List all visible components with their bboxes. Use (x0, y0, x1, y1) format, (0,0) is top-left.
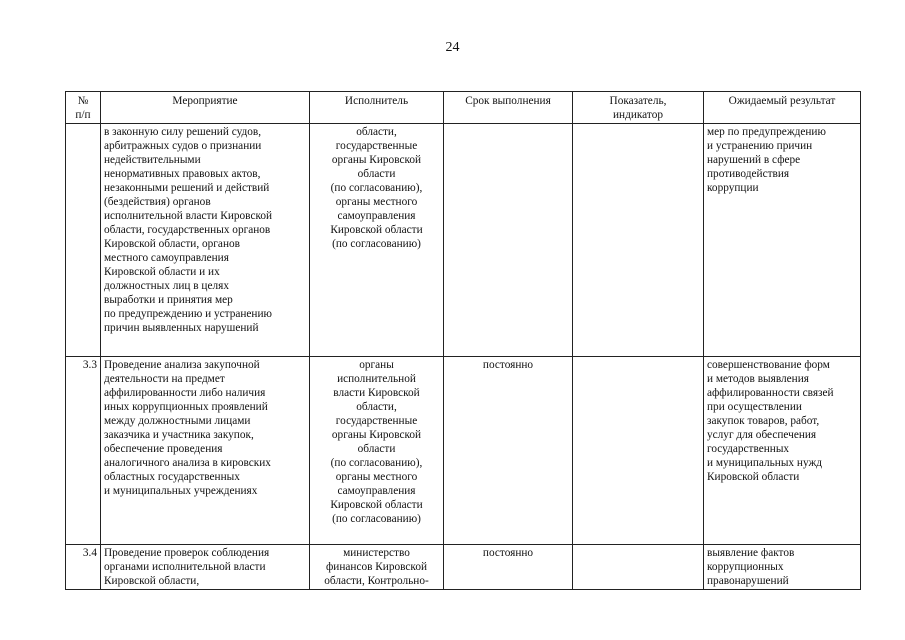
row-executor: органы исполнительной власти Кировской области, государственные органы Кировской области (по согласованию), органы местного самоуправления Кировской области (по согласованию) (310, 357, 444, 545)
header-event: Мероприятие (101, 92, 310, 124)
row-executor: области, государственные органы Кировской области (по согласованию), органы местного самоуправления Кировской области (по согласованию) (310, 124, 444, 357)
row-indicator (573, 545, 704, 590)
row-event: Проведение проверок соблюдения органами исполнительной власти Кировской области, (101, 545, 310, 590)
row-deadline: постоянно (444, 545, 573, 590)
row-result: совершенствование форм и методов выявления аффилированности связей при осуществлении закупок товаров, работ, услуг для обеспечения государственных и муниципальных нужд Кировской области (704, 357, 861, 545)
header-num: № п/п (66, 92, 101, 124)
row-num: 3.3 (66, 357, 101, 545)
header-deadline: Срок выполнения (444, 92, 573, 124)
page-number: 24 (445, 40, 460, 55)
row-event: Проведение анализа закупочной деятельности на предмет аффилированности либо наличия иных коррупционных проявлений между должностными лицами заказчика и участника закупок, обеспечение проведения аналогичного анализа в кировских областных государственных и муниципальных учреждениях (101, 357, 310, 545)
row-num (66, 124, 101, 357)
header-executor: Исполнитель (310, 92, 444, 124)
row-deadline (444, 124, 573, 357)
row-result: выявление фактов коррупционных правонарушений (704, 545, 861, 590)
table-row (66, 124, 861, 357)
header-result: Ожидаемый результат (704, 92, 861, 124)
row-result: мер по предупреждению и устранению причин нарушений в сфере противодействия коррупции (704, 124, 861, 357)
row-event: в законную силу решений судов, арбитражных судов о признании недействительными ненормативных правовых актов, незаконными решений и действий (бездействия) органов исполнительной власти Кировской области, государственных органов Кировской области, органов местного самоуправления Кировской области и их должностных лиц в целях выработки и принятия мер по предупреждению и устранению причин выявленных нарушений (101, 124, 310, 357)
row-deadline: постоянно (444, 357, 573, 545)
row-num: 3.4 (66, 545, 101, 590)
row-indicator (573, 124, 704, 357)
table-row (66, 357, 861, 545)
table-header-row (66, 92, 861, 124)
header-indicator: Показатель, индикатор (573, 92, 704, 124)
table-row (66, 545, 861, 590)
row-indicator (573, 357, 704, 545)
measures-table (65, 91, 861, 590)
row-executor: министерство финансов Кировской области, Контрольно- (310, 545, 444, 590)
